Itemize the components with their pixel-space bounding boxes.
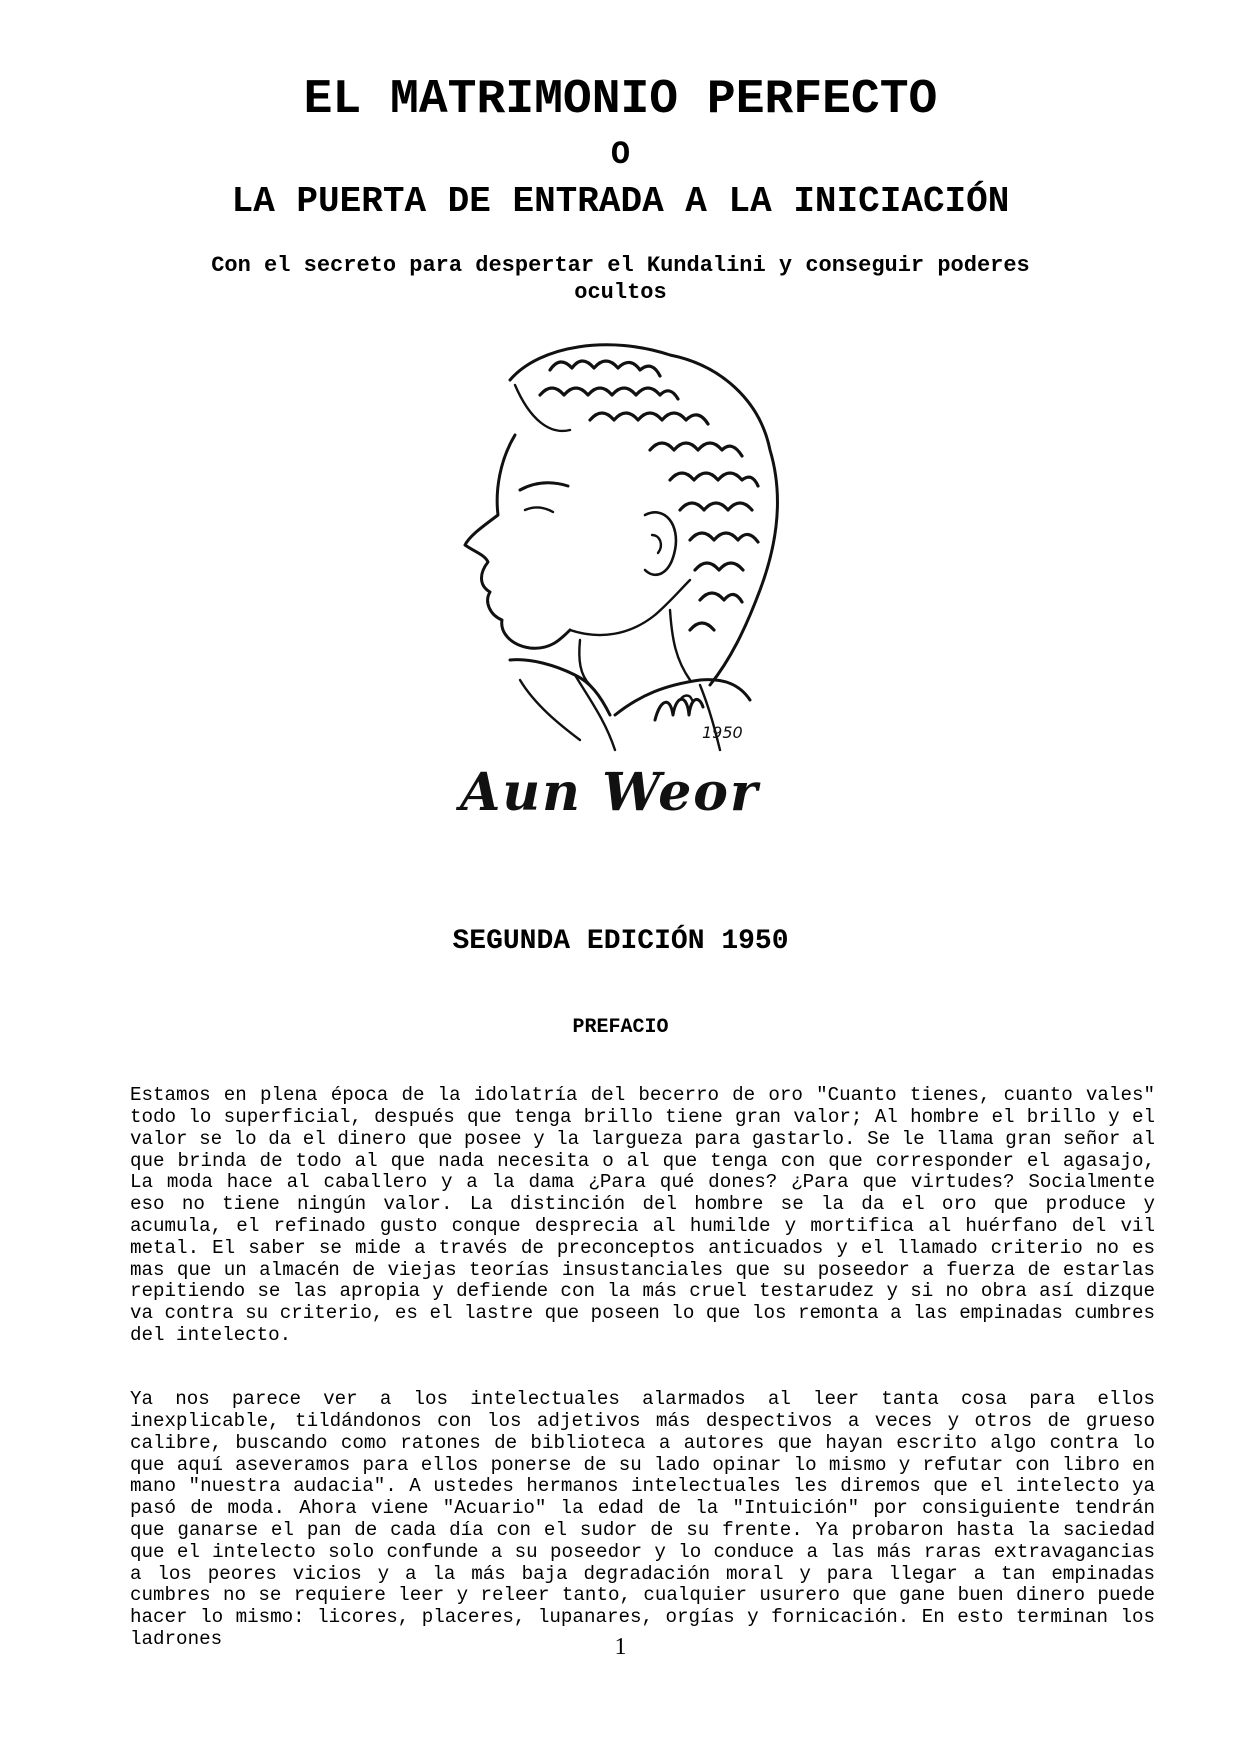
preface-paragraph-2: Ya nos parece ver a los intelectuales alarmados al leer tanta cosa para ellos inexplicable, tildándonos con los adjetivos más despectivos a veces y otros de grueso calibre, buscando como ratones de biblioteca a autores que hayan escrito algo contra lo que aquí aseveramos para ellos ponerse de su lado opinar lo mismo y refutar con libro en mano "nuestra audacia". A ustedes hermanos intelectuales les diremos que el intelecto ya pasó de moda. Ahora viene "Acuario" la edad de la "Intuición" por consiguiente tendrán que ganarse el pan de cada día con el sudor de su frente. Ya probaron hasta la saciedad que el intelecto solo confunde a su poseedor y lo conduce a las más raras extravagancias a los peores vicios y a la más baja degradación moral y para llegar a tan empinadas cumbres no se requiere leer y releer tanto, cualquier usurero que gane buen dinero puede hacer lo mismo: licores, placeres, lupanares, orgías y fornicación. En esto terminan los ladrones (130, 1388, 1155, 1650)
book-title: EL MATRIMONIO PERFECTO (303, 73, 938, 127)
author-portrait-sketch (440, 340, 840, 920)
artist-mark-year: 1950 (702, 723, 743, 742)
title-connector: O (610, 136, 631, 173)
author-signature: Aun Weor (460, 762, 760, 823)
book-subtitle: LA PUERTA DE ENTRADA A LA INICIACIÓN (231, 181, 1010, 222)
book-tagline: Con el secreto para despertar el Kundalini y conseguir poderes ocultos (211, 253, 1030, 305)
preface-heading: PREFACIO (572, 1016, 669, 1039)
preface-paragraph-1: Estamos en plena época de la idolatría del becerro de oro "Cuanto tienes, cuanto vales" todo lo superficial, después que tenga brillo tiene gran valor; Al hombre el brillo y el valor se lo da el dinero que posee y la largueza para gastarlo. Se le llama gran señor al que brinda de todo al que nada necesita o al que tenga con que corresponder el agasajo, La moda hace al caballero y a la dama ¿Para qué dones? ¿Para que virtudes? Socialmente eso no tiene ningún valor. La distinción del hombre se la da el oro que produce y acumula, el refinado gusto conque desprecia al humilde y mortifica al huérfano del vil metal. El saber se mide a través de preconceptos anticuados y el llamado criterio no es mas que un almacén de viejas teorías insustanciales que su poseedor a fuerza de estarlas repitiendo se las apropia y defiende con la más cruel testarudez y si no obra así dizque va contra su criterio, es el lastre que poseen lo que los remonta a las empinadas cumbres del intelecto. (130, 1084, 1155, 1346)
portrait-drawing (440, 340, 840, 920)
page-number: 1 (614, 1634, 627, 1660)
edition-label: SEGUNDA EDICIÓN 1950 (452, 926, 789, 957)
